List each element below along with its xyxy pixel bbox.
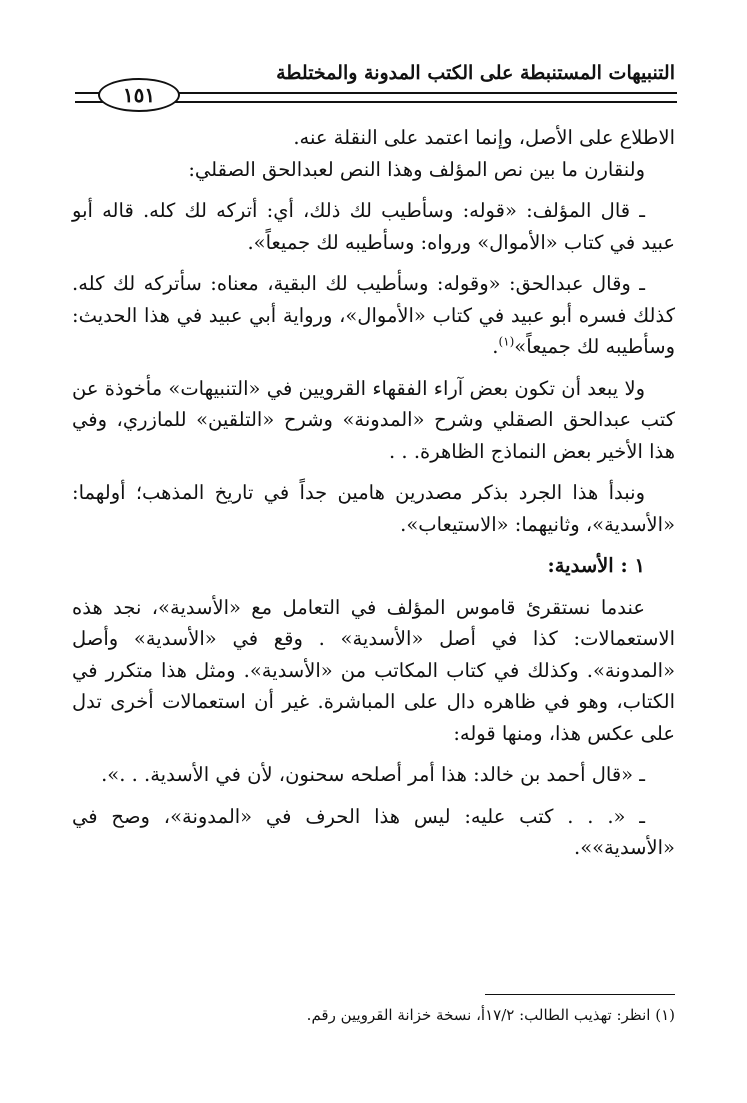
section-heading: ١ : الأسدية: <box>547 554 645 577</box>
paragraph: ونبدأ هذا الجرد بذكر مصدرين هامين جداً في تاريخ المذهب؛ أولهما: «الأسدية»، وثانيهما: «الاستيعاب». <box>72 481 675 536</box>
body-text <box>72 122 675 864</box>
page-number: ١٥١ <box>98 78 180 112</box>
quote-paragraph: ـ وقال عبدالحق: «وقوله: وسأطيب لك البقية، معناه: سأتركه لك كله. كذلك فسره أبو عبيد في كتاب «الأموال»، ورواية أبي عبيد في هذا الحديث: وسأطيبه لك جميعاً»$^{(١)}$. <box>72 272 675 358</box>
footnote-reference: (١) <box>498 334 515 349</box>
paragraph: ولنقارن ما بين نص المؤلف وهذا النص لعبدالحق الصقلي: <box>188 157 645 181</box>
quote-paragraph: ـ قال المؤلف: «قوله: وسأطيب لك ذلك، أي: أتركه لك كله. قاله أبو عبيد في كتاب «الأموال» ورواه: وسأطيبه لك جميعاً». <box>72 199 675 254</box>
quote-paragraph: ـ «. . . كتب عليه: ليس هذا الحرف في «المدونة»، وصح في «الأسدية»». <box>72 804 675 859</box>
paragraph: الاطلاع على الأصل، وإنما اعتمد على النقلة عنه. <box>293 126 675 149</box>
footnote-rule <box>485 994 675 995</box>
quote-paragraph: ـ «قال أحمد بن خالد: هذا أمر أصلحه سحنون، لأن في الأسدية. . .». <box>101 763 645 786</box>
footnote: (١) انظر: تهذيب الطالب: ١٧/٢أ، نسخة خزانة القرويين رقم. <box>306 1006 675 1024</box>
quote-text: ـ وقال عبدالحق: «وقوله: وسأطيب لك البقية، معناه: سأتركه لك كله. كذلك فسره أبو عبيد في كتاب «الأموال»، ورواية أبي عبيد في هذا الحديث: وسأطيبه لك جميعاً» <box>72 272 675 358</box>
paragraph: ولا يبعد أن تكون بعض آراء الفقهاء القرويين في «التنبيهات» مأخوذة عن كتب عبدالحق الصقلي وشرح «المدونة» وشرح «التلقين» للمازري، وفي هذا الأخير بعض النماذج الظاهرة. . . <box>72 376 675 463</box>
running-header-title: التنبيهات المستنبطة على الكتب المدونة والمختلطة <box>276 62 675 84</box>
paragraph: عندما نستقرئ قاموس المؤلف في التعامل مع «الأسدية»، نجد هذه الاستعمالات: كذا في أصل «الأسدية» . وقع في «الأسدية» وأصل «المدونة». وكذلك في كتاب المكاتب من «الأسدية». ومثل هذا متكرر في الكتاب، وهو في ظاهره دال على المباشرة. غير أن استعمالات أخرى تدل على عكس هذا، ومنها قوله: <box>72 595 675 745</box>
